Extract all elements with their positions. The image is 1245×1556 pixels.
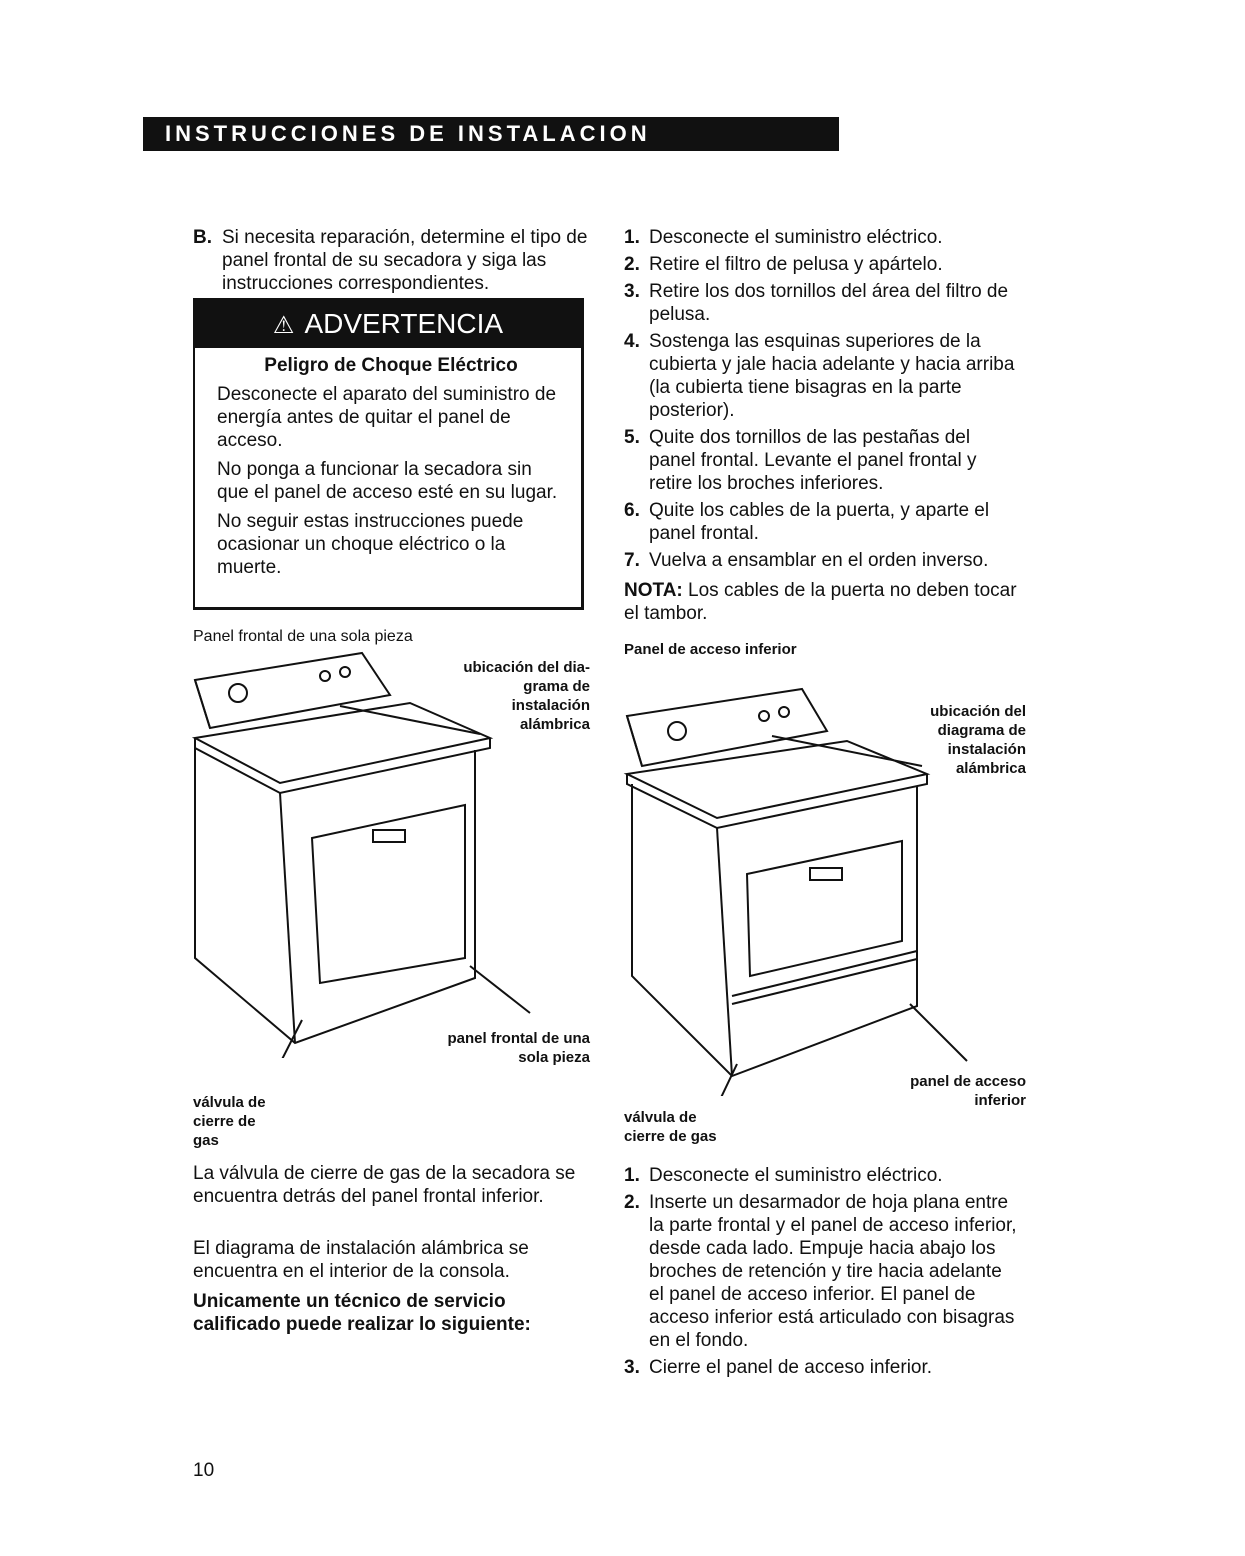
label-access-panel-right: panel de acceso inferior — [910, 1073, 1026, 1109]
left-paragraph: El diagrama de instalación alámbrica se encuentra en el interior de la consola. — [193, 1238, 529, 1282]
label-gas-valve-left: válvula de cierre de gas — [193, 1094, 266, 1149]
warning-triangle-icon: ⚠ — [272, 312, 295, 339]
note — [624, 579, 1019, 625]
note-label: NOTA: — [624, 580, 683, 601]
page-number: 10 — [193, 1460, 215, 1481]
list-item: 1. Desconecte el suministro eléctrico. — [624, 227, 943, 248]
warning-paragraph: No ponga a funcionar la secadora sin que el panel de acceso esté en su lugar. — [217, 459, 558, 503]
label-gas-valve-right: válvula de cierre de gas — [624, 1109, 717, 1145]
label-wiring-location-right: ubicación del diagrama de instalación alámbrica — [930, 703, 1026, 777]
step-b — [193, 226, 588, 295]
warning-paragraph: No seguir estas instrucciones puede ocasionar un choque eléctrico o la muerte. — [217, 511, 524, 578]
list-item: 4. Sostenga las esquinas superiores de la cubierta y jale hacia adelante y hacia arriba (la cubierta tiene bisagras en la parte posterior). — [624, 331, 1015, 421]
technician-note: Unicamente un técnico de servicio calificado puede realizar lo siguiente: — [193, 1291, 531, 1335]
note-text: Los cables de la puerta no deben tocar el tambor. — [624, 580, 1017, 624]
warning-heading: ADVERTENCIA — [304, 308, 504, 339]
steps-list-2 — [624, 1164, 1019, 1383]
list-item: 3. Cierre el panel de acceso inferior. — [624, 1357, 933, 1378]
warning-box — [193, 298, 584, 610]
warning-subheading: Peligro de Choque Eléctrico — [264, 355, 518, 376]
figure-caption-right: Panel de acceso inferior — [624, 641, 797, 658]
label-front-panel-left: panel frontal de una sola pieza — [447, 1030, 590, 1066]
steps-list — [624, 226, 1019, 576]
figure-caption-left: Panel frontal de una sola pieza — [193, 628, 413, 645]
left-paragraph: La válvula de cierre de gas de la secadora se encuentra detrás del panel frontal inferior. — [193, 1163, 576, 1207]
list-item: 7. Vuelva a ensamblar en el orden inverso. — [624, 550, 989, 571]
list-item: 2. Inserte un desarmador de hoja plana entre la parte frontal y el panel de acceso inferior, desde cada lado. Empuje hacia abajo los broches de retención y tire hacia adelante el panel de acceso inferior. El panel de acceso inferior está articulado con bisagras en el fondo. — [624, 1192, 1017, 1351]
list-item: 2. Retire el filtro de pelusa y apártelo. — [624, 254, 943, 275]
step-b-letter: B. — [193, 227, 212, 248]
section-header: INSTRUCCIONES DE INSTALACION — [143, 117, 839, 151]
list-item: 1. Desconecte el suministro eléctrico. — [624, 1165, 943, 1186]
warning-paragraph: Desconecte el aparato del suministro de energía antes de quitar el panel de acceso. — [217, 384, 557, 451]
list-item: 5. Quite dos tornillos de las pestañas del panel frontal. Levante el panel frontal y retire los broches inferiores. — [624, 427, 977, 494]
label-wiring-location-left: ubicación del dia- grama de instalación alámbrica — [463, 659, 590, 733]
step-b-text: Si necesita reparación, determine el tipo de panel frontal de su secadora y siga las instrucciones correspondientes. — [222, 227, 588, 294]
warning-header — [195, 300, 581, 348]
list-item: 3. Retire los dos tornillos del área del filtro de pelusa. — [624, 281, 1009, 325]
list-item: 6. Quite los cables de la puerta, y aparte el panel frontal. — [624, 500, 990, 544]
